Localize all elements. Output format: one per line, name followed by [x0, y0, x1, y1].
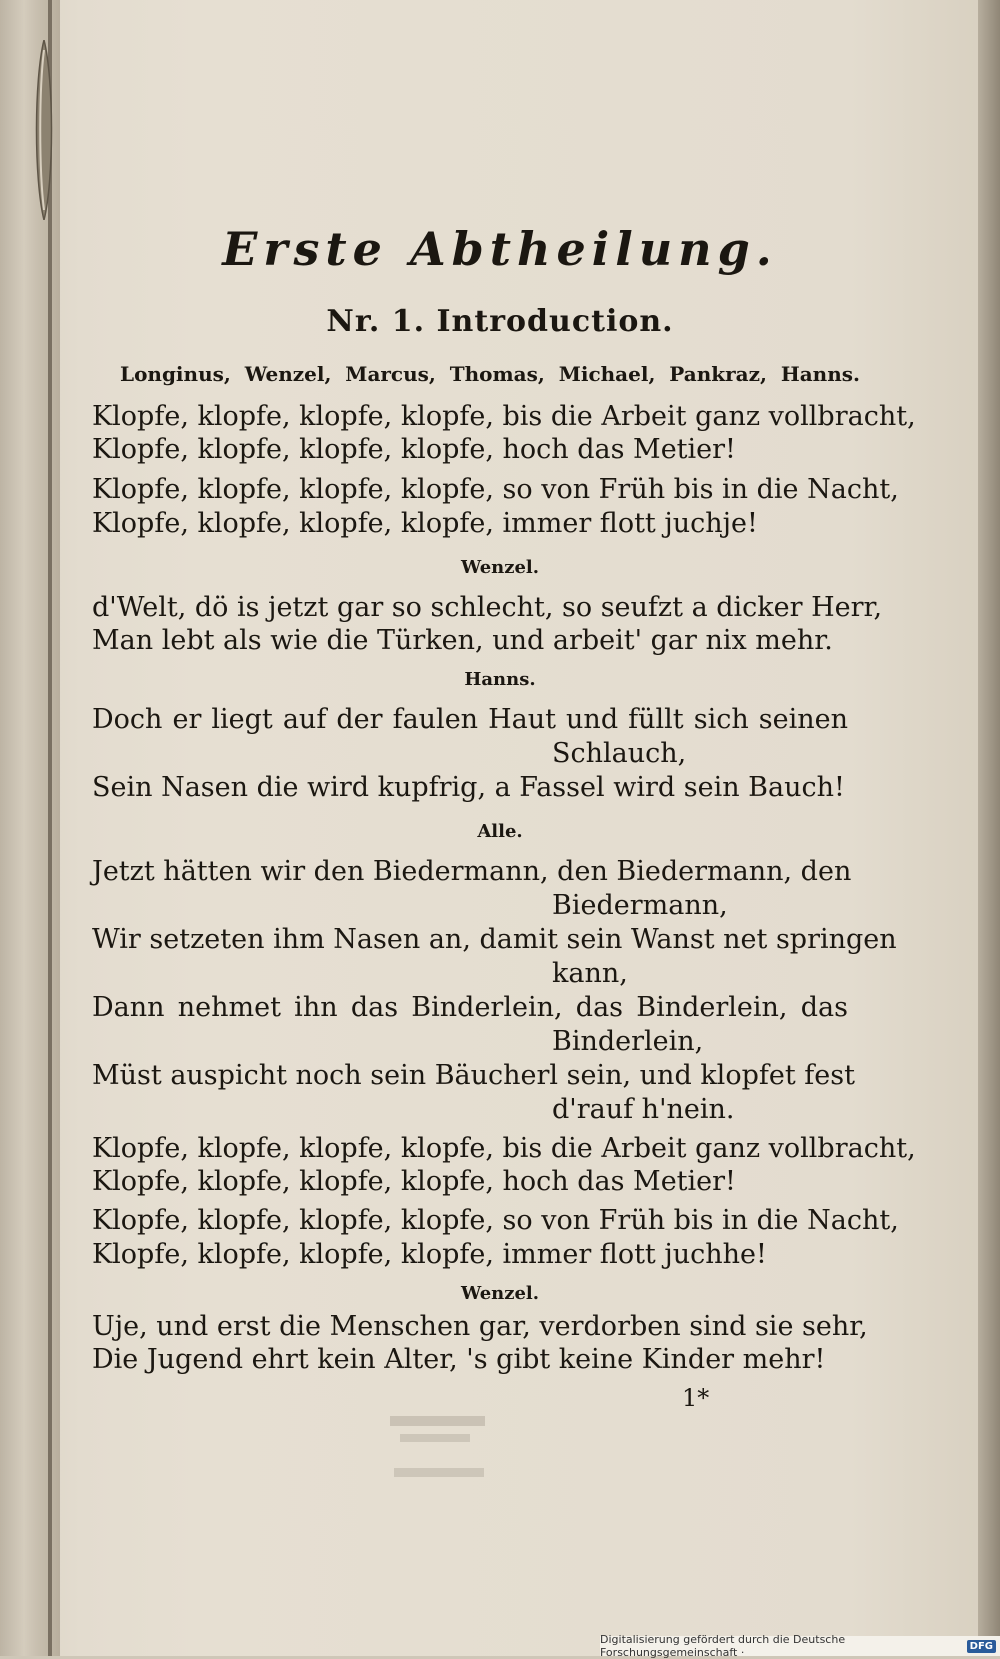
speaker-label: Hanns. — [464, 669, 536, 690]
verse-line: Doch er liegt auf der faulen Haut und füllt sich seinen — [92, 704, 848, 735]
verse-line: d'Welt, dö is jetzt gar so schlecht, so seufzt a dicker Herr, — [92, 592, 883, 623]
verse-line: Dann nehmet ihn das Binderlein, das Binderlein, das — [92, 992, 848, 1023]
section-subtitle: Nr. 1. Introduction. — [326, 304, 674, 339]
verse-line: Die Jugend ehrt kein Alter, 's gibt keine Kinder mehr! — [92, 1344, 826, 1375]
verse-line: Klopfe, klopfe, klopfe, klopfe, bis die Arbeit ganz vollbracht, — [92, 1133, 916, 1164]
verse-continuation: Biedermann, — [552, 890, 728, 921]
faded-library-stamp — [380, 1408, 530, 1498]
digitization-footer — [600, 1633, 1000, 1659]
verse-line: Müst auspicht noch sein Bäucherl sein, und klopfet fest — [92, 1060, 855, 1091]
verse-line: Uje, und erst die Menschen gar, verdorben sind sie sehr, — [92, 1311, 868, 1342]
verse-line: Klopfe, klopfe, klopfe, klopfe, so von Früh bis in die Nacht, — [92, 474, 899, 505]
page-number: 1* — [682, 1384, 710, 1412]
verse-continuation: Binderlein, — [552, 1026, 704, 1057]
verse-line: Klopfe, klopfe, klopfe, klopfe, so von Früh bis in die Nacht, — [92, 1205, 899, 1236]
verse-line: Klopfe, klopfe, klopfe, klopfe, bis die Arbeit ganz vollbracht, — [92, 401, 916, 432]
footer-text: Digitalisierung gefördert durch die Deutsche Forschungsgemeinschaft · — [600, 1633, 846, 1659]
page-title: Erste Abtheilung. — [222, 222, 778, 276]
verse-continuation: Schlauch, — [552, 738, 687, 769]
verse-line: Wir setzeten ihm Nasen an, damit sein Wanst net springen — [92, 924, 897, 955]
cast-list: Longinus, Wenzel, Marcus, Thomas, Michael, Pankraz, Hanns. — [120, 362, 860, 386]
verse-line: Klopfe, klopfe, klopfe, klopfe, hoch das Metier! — [92, 434, 736, 465]
verse-continuation: kann, — [552, 958, 628, 989]
verse-line: Man lebt als wie die Türken, und arbeit' gar nix mehr. — [92, 625, 833, 656]
verse-line: Klopfe, klopfe, klopfe, klopfe, immer flott juchhe! — [92, 1239, 767, 1270]
verse-line: Klopfe, klopfe, klopfe, klopfe, immer flott juchje! — [92, 508, 758, 539]
verse-line: Jetzt hätten wir den Biedermann, den Biedermann, den — [92, 856, 852, 887]
speaker-label: Wenzel. — [460, 557, 540, 578]
speaker-label: Alle. — [477, 821, 523, 842]
verse-line: Klopfe, klopfe, klopfe, klopfe, hoch das Metier! — [92, 1166, 736, 1197]
dfg-logo: DFG — [967, 1640, 996, 1653]
verse-line: Sein Nasen die wird kupfrig, a Fassel wird sein Bauch! — [92, 772, 845, 803]
verse-continuation: d'rauf h'nein. — [552, 1094, 735, 1125]
speaker-label: Wenzel. — [460, 1283, 540, 1304]
